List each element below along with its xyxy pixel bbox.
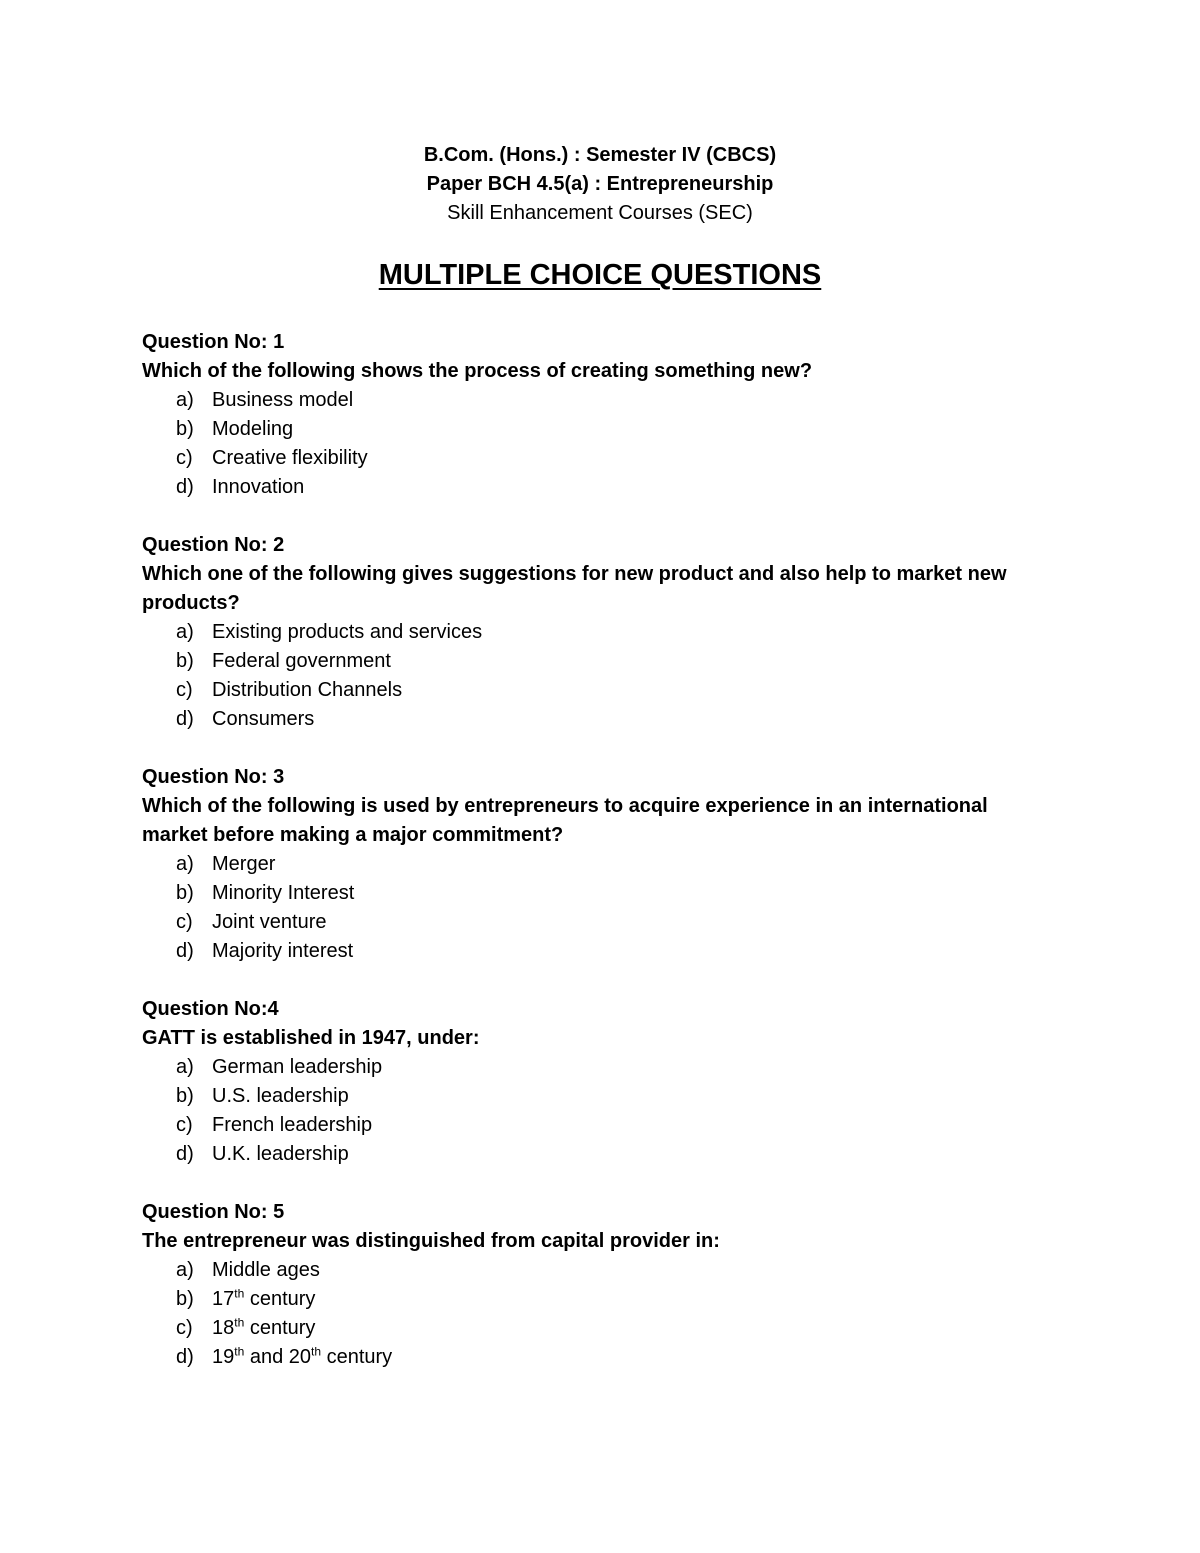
option-text-part: 18 bbox=[212, 1317, 235, 1339]
option-letter: a) bbox=[176, 1056, 194, 1078]
option-text: Merger bbox=[212, 853, 276, 875]
question-number: Question No: 5 bbox=[142, 1201, 285, 1223]
option-text: Innovation bbox=[212, 476, 305, 498]
option-list bbox=[142, 386, 1042, 502]
question-text: GATT is established in 1947, under: bbox=[142, 1027, 480, 1049]
option-text: Business model bbox=[212, 389, 354, 411]
ordinal-suffix: th bbox=[311, 1344, 322, 1359]
question-number: Question No:4 bbox=[142, 998, 279, 1020]
option-item bbox=[142, 1140, 1042, 1169]
option-text-part: century bbox=[244, 1288, 316, 1310]
option-item bbox=[142, 676, 1042, 705]
option-item bbox=[142, 386, 1042, 415]
option-text: Federal government bbox=[212, 650, 391, 672]
option-item bbox=[142, 473, 1042, 502]
option-text: U.S. leadership bbox=[212, 1085, 349, 1107]
question-text: Which of the following is used by entrepreneurs to acquire experience in an international market before making a major commitment? bbox=[142, 795, 988, 846]
option-item bbox=[142, 1314, 1042, 1343]
option-text-part: 17 bbox=[212, 1288, 235, 1310]
option-text-part: and 20 bbox=[244, 1346, 311, 1368]
option-letter: b) bbox=[176, 1288, 194, 1310]
question-block bbox=[142, 1198, 1042, 1372]
option-letter: b) bbox=[176, 1085, 194, 1107]
option-letter: a) bbox=[176, 853, 194, 875]
option-letter: d) bbox=[176, 940, 194, 962]
option-text: French leadership bbox=[212, 1114, 373, 1136]
option-item bbox=[142, 879, 1042, 908]
option-text: German leadership bbox=[212, 1056, 383, 1078]
option-item bbox=[142, 1053, 1042, 1082]
option-item bbox=[142, 1256, 1042, 1285]
question-text: Which of the following shows the process of creating something new? bbox=[142, 360, 813, 382]
question-text: The entrepreneur was distinguished from capital provider in: bbox=[142, 1230, 720, 1252]
option-list bbox=[142, 1256, 1042, 1372]
option-text: Minority Interest bbox=[212, 882, 355, 904]
option-item bbox=[142, 1082, 1042, 1111]
option-letter: c) bbox=[176, 1114, 193, 1136]
option-letter: d) bbox=[176, 476, 194, 498]
option-letter: d) bbox=[176, 1346, 194, 1368]
option-item bbox=[142, 647, 1042, 676]
question-block bbox=[142, 531, 1042, 734]
option-text-part: century bbox=[244, 1317, 316, 1339]
option-letter: a) bbox=[176, 389, 194, 411]
option-text: Middle ages bbox=[212, 1259, 320, 1281]
option-letter: d) bbox=[176, 708, 194, 730]
option-text: Existing products and services bbox=[212, 621, 483, 643]
question-block bbox=[142, 763, 1042, 966]
option-letter: d) bbox=[176, 1143, 194, 1165]
option-text: Distribution Channels bbox=[212, 679, 403, 701]
option-item bbox=[142, 415, 1042, 444]
course-title: B.Com. (Hons.) : Semester IV (CBCS) bbox=[423, 144, 777, 166]
option-letter: c) bbox=[176, 911, 193, 933]
option-letter: c) bbox=[176, 447, 193, 469]
option-letter: c) bbox=[176, 679, 193, 701]
page-title: MULTIPLE CHOICE QUESTIONS bbox=[378, 259, 822, 291]
option-list bbox=[142, 1053, 1042, 1169]
question-block bbox=[142, 328, 1042, 502]
option-item bbox=[142, 1343, 1042, 1372]
option-list bbox=[142, 850, 1042, 966]
option-letter: b) bbox=[176, 650, 194, 672]
option-letter: b) bbox=[176, 882, 194, 904]
option-list bbox=[142, 618, 1042, 734]
option-text: Consumers bbox=[212, 708, 315, 730]
document-header bbox=[0, 141, 1200, 228]
option-letter: a) bbox=[176, 621, 194, 643]
option-letter: a) bbox=[176, 1259, 194, 1281]
option-item bbox=[142, 908, 1042, 937]
question-number: Question No: 1 bbox=[142, 331, 285, 353]
option-text-part: century bbox=[321, 1346, 393, 1368]
option-text-part: 19 bbox=[212, 1346, 235, 1368]
question-number: Question No: 2 bbox=[142, 534, 285, 556]
option-item bbox=[142, 1285, 1042, 1314]
option-text: Creative flexibility bbox=[212, 447, 368, 469]
option-item bbox=[142, 1111, 1042, 1140]
ordinal-suffix: th bbox=[234, 1315, 245, 1330]
option-letter: b) bbox=[176, 418, 194, 440]
option-item bbox=[142, 850, 1042, 879]
option-text: Modeling bbox=[212, 418, 294, 440]
option-text bbox=[212, 1346, 392, 1368]
course-category: Skill Enhancement Courses (SEC) bbox=[447, 202, 753, 224]
question-list bbox=[142, 328, 1042, 1401]
option-text bbox=[212, 1288, 315, 1310]
option-item bbox=[142, 937, 1042, 966]
question-text: Which one of the following gives suggestions for new product and also help to market new products? bbox=[142, 563, 1007, 614]
ordinal-suffix: th bbox=[234, 1286, 245, 1301]
option-text bbox=[212, 1317, 315, 1339]
paper-title: Paper BCH 4.5(a) : Entrepreneurship bbox=[426, 173, 774, 195]
option-item bbox=[142, 444, 1042, 473]
question-number: Question No: 3 bbox=[142, 766, 285, 788]
question-block bbox=[142, 995, 1042, 1169]
option-text: Majority interest bbox=[212, 940, 354, 962]
option-letter: c) bbox=[176, 1317, 193, 1339]
option-text: U.K. leadership bbox=[212, 1143, 349, 1165]
option-item bbox=[142, 618, 1042, 647]
ordinal-suffix: th bbox=[234, 1344, 245, 1359]
option-item bbox=[142, 705, 1042, 734]
option-text: Joint venture bbox=[212, 911, 327, 933]
